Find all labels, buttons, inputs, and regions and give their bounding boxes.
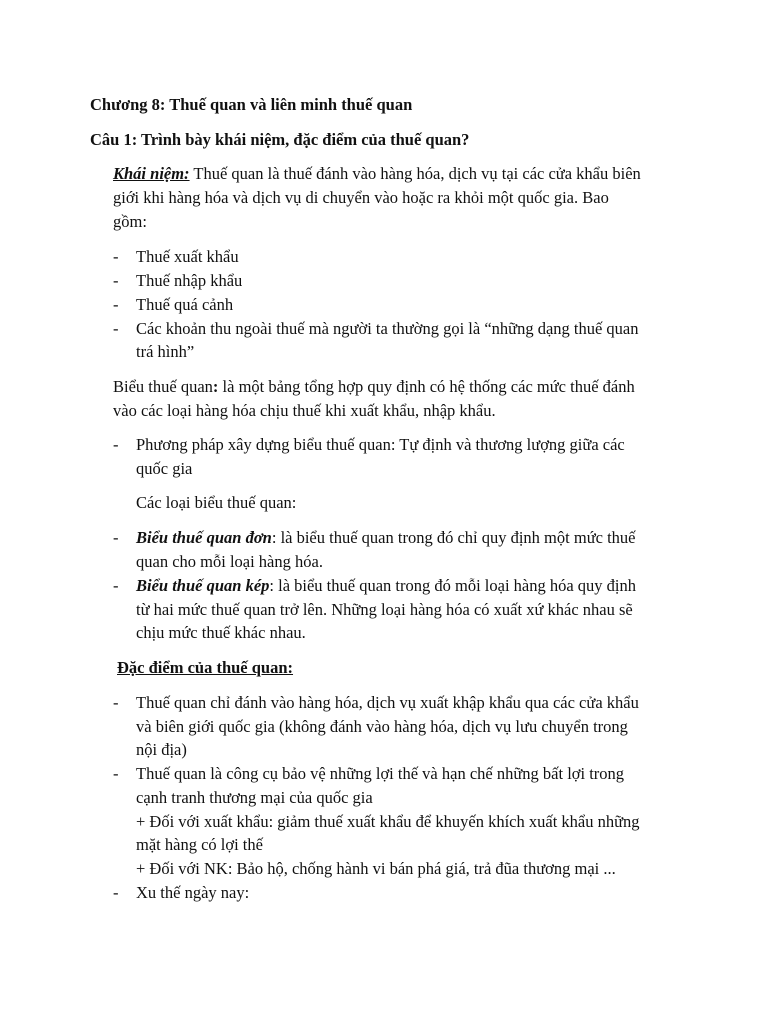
tariff-schedule-line-1 xyxy=(113,375,679,399)
bullet-dash: - xyxy=(113,295,119,314)
feature-1-line-1: Thuế quan chỉ đánh vào hàng hóa, dịch vụ xuất khập khẩu qua các cửa khẩu xyxy=(136,693,639,712)
question-title: Câu 1: Trình bày khái niệm, đặc điểm của thuế quan? xyxy=(90,130,470,149)
types-heading: Các loại biểu thuế quan: xyxy=(136,493,297,512)
list-item-text: Thuế nhập khẩu xyxy=(136,271,243,290)
feature-2-line-3: + Đối với xuất khẩu: giảm thuế xuất khẩu để khuyến khích xuất khẩu những xyxy=(136,812,640,831)
double-tariff-line-2: từ hai mức thuế quan trở lên. Những loại hàng hóa có xuất xứ khác nhau sẽ xyxy=(136,600,633,619)
feature-1-line-3: nội địa) xyxy=(136,740,187,759)
feature-2-line-5: + Đối với NK: Bảo hộ, chống hành vi bán phá giá, trả đũa thương mại ... xyxy=(136,859,616,878)
feature-2-line-2: cạnh tranh thương mại của quốc gia xyxy=(136,788,373,807)
double-tariff-text xyxy=(136,574,679,598)
bullet-dash: - xyxy=(113,435,119,454)
definition-line-1 xyxy=(113,162,679,186)
features-heading: Đặc điểm của thuế quan: xyxy=(117,658,294,677)
single-tariff-label: Biểu thuế quan đơn xyxy=(136,528,272,547)
double-tariff-line-3: chịu mức thuế khác nhau. xyxy=(136,623,306,642)
feature-1-line-2: và biên giới quốc gia (không đánh vào hàng hóa, dịch vụ lưu chuyển trong xyxy=(136,717,628,736)
bullet-dash: - xyxy=(113,693,119,712)
bullet-dash: - xyxy=(113,271,119,290)
double-tariff-line-1: : là biểu thuế quan trong đó mỗi loại hàng hóa quy định xyxy=(269,576,637,595)
bullet-dash: - xyxy=(113,764,119,783)
chapter-title: Chương 8: Thuế quan và liên minh thuế quan xyxy=(90,95,413,114)
definition-line-2: giới khi hàng hóa và dịch vụ di chuyển vào hoặc ra khỏi một quốc gia. Bao xyxy=(113,188,609,207)
single-tariff-line-1: : là biểu thuế quan trong đó chỉ quy định một mức thuế xyxy=(271,528,636,547)
tariff-schedule-colon: : xyxy=(212,377,219,396)
tariff-schedule-label: Biểu thuế quan xyxy=(113,377,213,396)
list-item-text: Thuế quá cảnh xyxy=(136,295,234,314)
definition-label: Khái niệm: xyxy=(113,164,190,183)
tariff-schedule-line-2: vào các loại hàng hóa chịu thuế khi xuất khẩu, nhập khẩu. xyxy=(113,401,496,420)
definition-line-3: gồm: xyxy=(113,212,147,231)
list-item-text: Thuế xuất khẩu xyxy=(136,247,239,266)
single-tariff-text xyxy=(136,526,679,550)
feature-3-line-1: Xu thế ngày nay: xyxy=(136,883,250,902)
list-item-text: Các khoản thu ngoài thuế mà người ta thường gọi là “những dạng thuế quan xyxy=(136,319,639,338)
bullet-dash: - xyxy=(113,576,119,595)
double-tariff-label: Biểu thuế quan kép xyxy=(136,576,270,595)
method-text: Phương pháp xây dựng biểu thuế quan: Tự định và thương lượng giữa các xyxy=(136,435,625,454)
definition-text-1: Thuế quan là thuế đánh vào hàng hóa, dịch vụ tại các cửa khẩu biên xyxy=(189,164,641,183)
bullet-dash: - xyxy=(113,319,119,338)
bullet-dash: - xyxy=(113,247,119,266)
feature-2-line-1: Thuế quan là công cụ bảo vệ những lợi thế và hạn chế những bất lợi trong xyxy=(136,764,625,783)
bullet-dash: - xyxy=(113,883,119,902)
list-item-continuation: trá hình” xyxy=(136,342,195,361)
bullet-dash: - xyxy=(113,528,119,547)
feature-2-line-4: mặt hàng có lợi thế xyxy=(136,835,263,854)
tariff-schedule-text: là một bảng tổng hợp quy định có hệ thống các mức thuế đánh xyxy=(218,377,635,396)
method-line-2: quốc gia xyxy=(136,459,193,478)
single-tariff-line-2: quan cho mỗi loại hàng hóa. xyxy=(136,552,323,571)
